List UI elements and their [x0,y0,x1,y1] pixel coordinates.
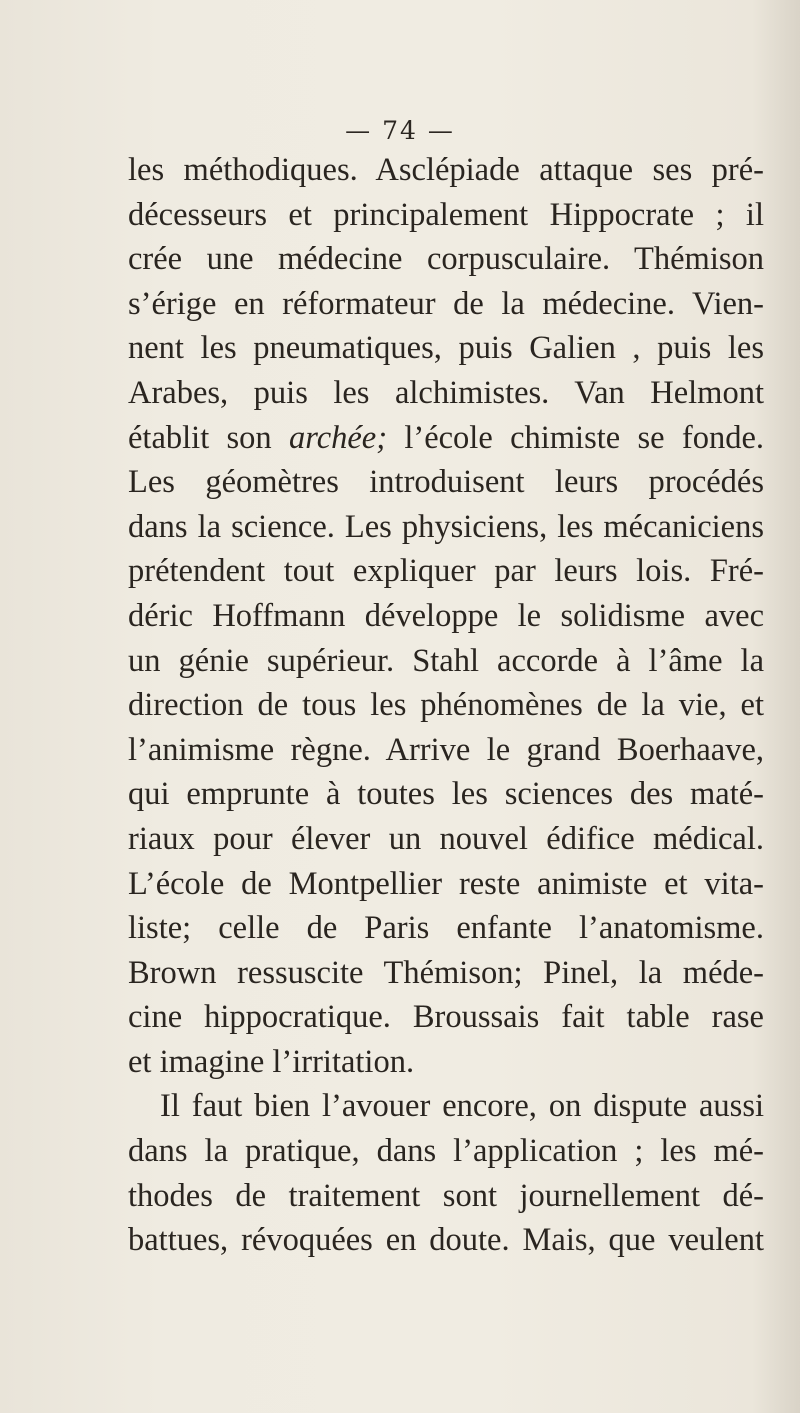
text-line: prétendent tout expliquer par leurs lois. Fré- [128,553,764,590]
body-text [128,148,764,1263]
text-segment: l’école chimiste se fonde. [387,419,765,456]
text-line: décesseurs et principalement Hippocrate ; il [128,196,764,233]
text-line: qui emprunte à toutes les sciences des maté- [128,776,764,813]
text-line [128,416,764,461]
text-line: nent les pneumatiques, puis Galien , puis les [128,330,764,367]
text-line: les méthodiques. Asclépiade attaque ses pré- [128,152,764,188]
text-line: Arabes, puis les alchimistes. Van Helmont [128,374,764,411]
text-line: dans la science. Les physiciens, les mécaniciens [128,508,764,545]
text-line: et imagine l’irritation. [128,1043,415,1080]
text-line: thodes de traitement sont journellement dé- [128,1177,764,1214]
text-line: un génie supérieur. Stahl accorde à l’âme la [128,642,764,679]
text-line: battues, révoquées en doute. Mais, que veulent [128,1222,764,1259]
text-line: riaux pour élever un nouvel édifice médical. [128,820,764,857]
text-line: cine hippocratique. Broussais fait table rase [128,999,764,1036]
text-line: Il faut bien l’avouer encore, on dispute aussi [160,1088,764,1125]
text-line: Les géomètres introduisent leurs procédés [128,464,764,501]
text-line: l’animisme règne. Arrive le grand Boerhaave, [128,731,764,768]
text-line: s’érige en réformateur de la médecine. Vien- [128,285,764,322]
page-number: — 74 — [345,116,455,145]
text-segment: établit son [128,419,289,456]
text-line: Brown ressuscite Thémison; Pinel, la méde- [128,954,764,991]
text-line: liste; celle de Paris enfante l’anatomisme. [128,910,764,947]
text-line: direction de tous les phénomènes de la vie, et [128,687,764,724]
text-line: déric Hoffmann développe le solidisme avec [128,597,764,634]
italic-term: archée; [289,419,388,456]
text-line: L’école de Montpellier reste animiste et vita- [128,865,764,902]
text-line: dans la pratique, dans l’application ; les mé- [128,1133,764,1170]
text-line: crée une médecine corpusculaire. Thémison [128,241,764,278]
